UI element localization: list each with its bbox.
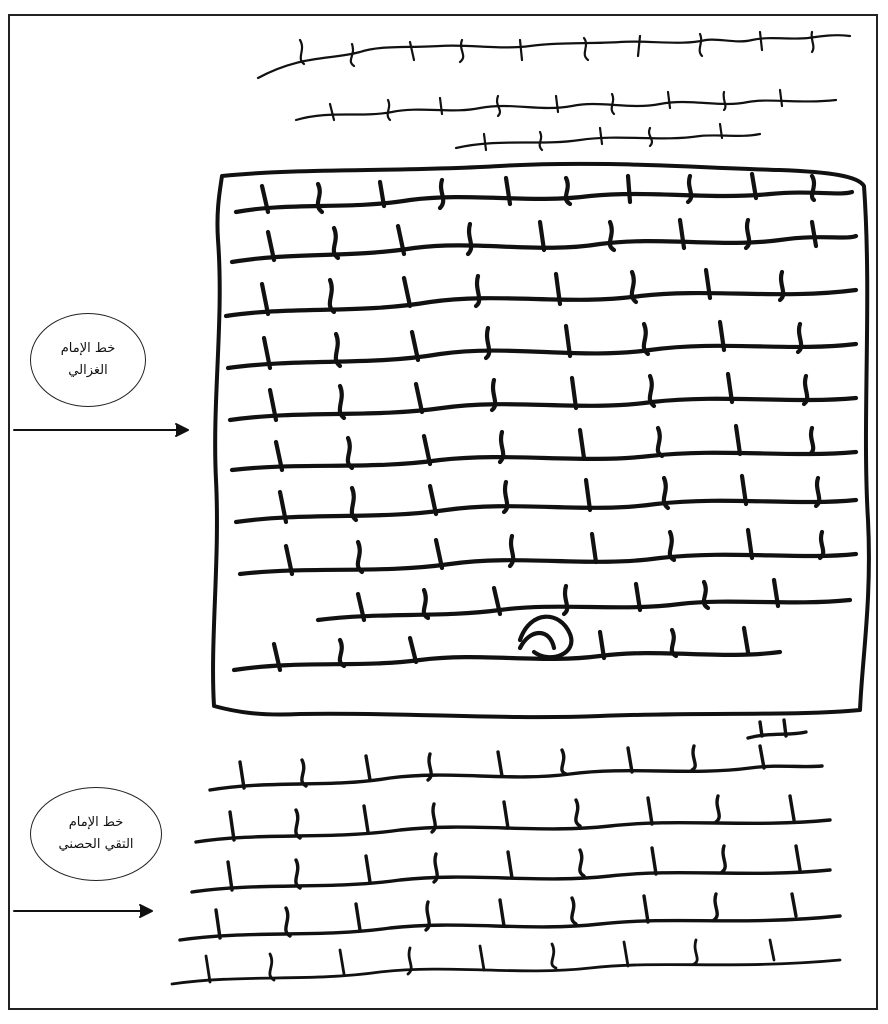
label-husni-line2: التقي الحصني <box>58 837 134 852</box>
header-note-handwriting <box>258 32 850 150</box>
ghazali-handwriting <box>226 174 856 670</box>
label-ghazali-line2: الغزالي <box>68 363 108 378</box>
label-husni-line1: خط الإمام <box>68 815 124 830</box>
label-husni-hand <box>30 787 162 881</box>
arrow-husni <box>14 905 152 917</box>
label-ghazali-hand <box>30 313 146 407</box>
husni-handwriting <box>172 720 840 984</box>
arrow-ghazali <box>14 424 188 436</box>
label-ghazali-line1: خط الإمام <box>60 341 116 356</box>
